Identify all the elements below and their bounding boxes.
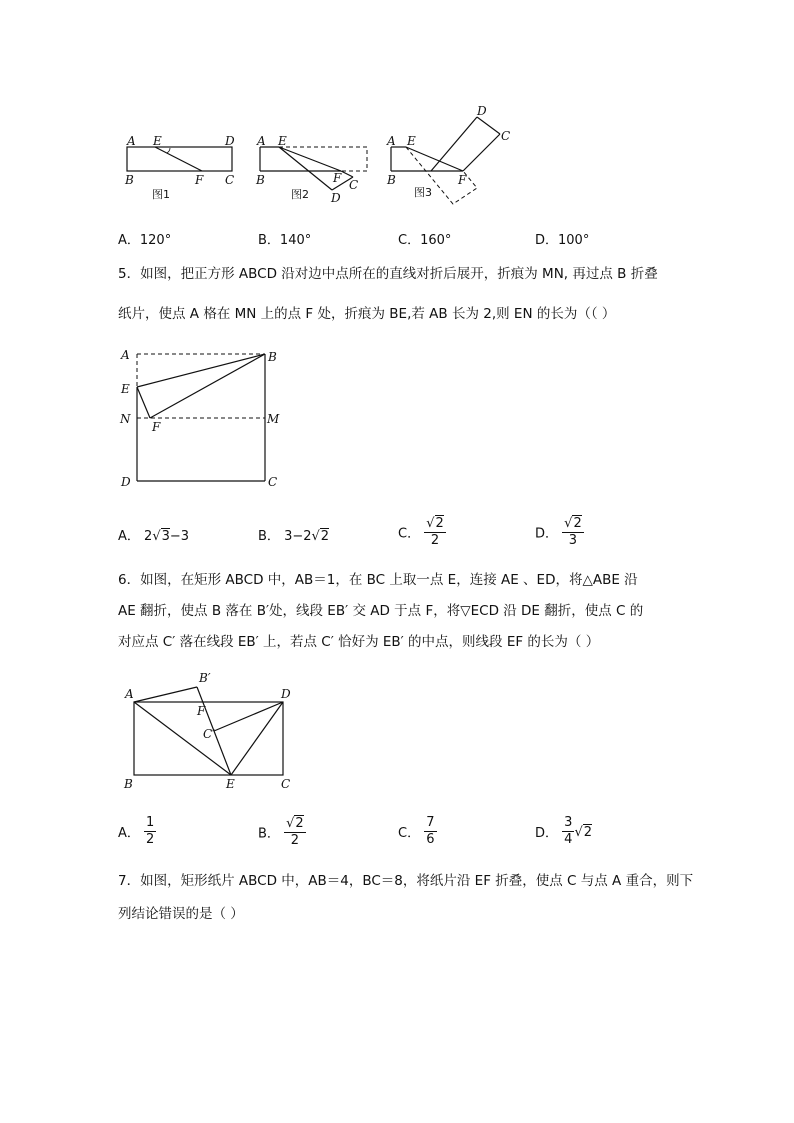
fig3-label-c: C xyxy=(501,129,511,143)
fig3-label-d: D xyxy=(477,105,487,118)
fig2-caption: 图2 xyxy=(291,188,309,201)
q5-text-line2: 纸片，使点 A 格在 MN 上的点 F 处，折痕为 BE,若 AB 长为 2,则 EN 的长为（（ ） xyxy=(118,306,616,322)
fig2-label-b: B xyxy=(256,173,265,187)
q7-text-line1: 7．如图，矩形纸片 ABCD 中，AB＝4，BC＝8，将纸片沿 EF 折叠，使点 C 与点 A 重合，则下 xyxy=(118,873,694,889)
q6-option-d-fraction: $\frac{3}{4}$ xyxy=(564,815,573,847)
q6-fig-label-d: D xyxy=(281,687,291,701)
q5-text-line1: 5．如图，把正方形 ABCD 沿对边中点所在的直线对折后展开，折痕为 MN, 再过点 B 折叠 xyxy=(118,266,658,282)
q5-option-d[interactable]: D． $\frac{√2}{3}$ xyxy=(535,516,582,548)
q6-option-c-fraction: $\frac{7}{6}$ xyxy=(426,815,435,847)
fold-figures-q4 xyxy=(115,105,535,210)
fig2-label-f: F xyxy=(333,171,342,185)
figure-3 xyxy=(386,105,510,204)
q6-fig-label-a: A xyxy=(125,687,134,701)
fig3-label-b: B xyxy=(387,173,396,187)
q4-option-d[interactable]: D．100° xyxy=(535,233,590,248)
fig3-label-a: A xyxy=(387,134,396,148)
fig2-label-c: C xyxy=(349,178,359,192)
fig1-label-b: B xyxy=(125,173,134,187)
q6-option-b[interactable]: B． $\frac{√2}{2}$ xyxy=(258,816,304,848)
q6-text-line2: AE 翻折，使点 B 落在 B′处，线段 EB′ 交 AD 于点 F，将▽ECD 沿 DE 翻折，使点 C 的 xyxy=(118,603,644,619)
figure-2 xyxy=(255,134,367,205)
q6-options xyxy=(118,815,678,855)
q5-fig-label-c: C xyxy=(268,475,278,489)
fig3-label-f: F xyxy=(458,173,467,187)
q6-option-b-fraction: $\frac{√2}{2}$ xyxy=(286,816,304,848)
q6-text-line3: 对应点 C′ 落在线段 EB′ 上，若点 C′ 恰好为 EB′ 的中点，则线段 EF 的长为（ ） xyxy=(118,634,600,650)
q5-fig-label-e: E xyxy=(121,382,130,396)
q5-option-c-fraction: $\frac{√2}{2}$ xyxy=(426,516,444,548)
q4-option-a[interactable]: A．120° xyxy=(118,233,172,248)
q5-fig-label-f: F xyxy=(152,420,161,434)
figure-1 xyxy=(124,134,235,201)
q4-option-b[interactable]: B．140° xyxy=(258,233,312,248)
q5-option-c[interactable]: C． $\frac{√2}{2}$ xyxy=(398,516,444,548)
fig1-label-c: C xyxy=(225,173,235,187)
q5-fig-label-a: A xyxy=(121,348,130,362)
q6-option-a[interactable]: A． $\frac{1}{2}$ xyxy=(118,815,155,847)
fig3-label-e: E xyxy=(407,134,416,148)
q6-fig-label-b: B xyxy=(124,777,133,791)
q6-fig-label-b-prime: B′ xyxy=(199,671,211,685)
fig1-label-d: D xyxy=(225,134,235,148)
q5-fig-label-m: M xyxy=(267,412,280,426)
fig2-label-e: E xyxy=(278,134,287,148)
q5-figure xyxy=(115,340,295,495)
fig2-label-d: D xyxy=(331,191,341,205)
q5-fig-label-b: B xyxy=(268,350,277,364)
q6-fig-label-c-prime: C′ xyxy=(203,727,215,741)
q6-option-d[interactable]: D． $\frac{3}{4}$ √2 xyxy=(535,815,593,847)
q5-option-b[interactable]: B． 3−2√2 xyxy=(258,529,330,544)
q6-option-a-fraction: $\frac{1}{2}$ xyxy=(146,815,155,847)
fig2-label-a: A xyxy=(257,134,266,148)
q5-fig-label-n: N xyxy=(120,412,131,426)
q5-option-a[interactable]: A． 2√3−3 xyxy=(118,529,190,544)
q6-fig-label-f: F xyxy=(197,704,206,718)
q5-options xyxy=(118,515,678,555)
q6-option-c[interactable]: C． $\frac{7}{6}$ xyxy=(398,815,435,847)
q6-fig-label-e: E xyxy=(226,777,235,791)
fig1-label-f: F xyxy=(195,173,204,187)
fig1-caption: 图1 xyxy=(152,188,170,201)
q7-text-line2: 列结论错误的是（ ） xyxy=(118,906,244,922)
fig1-label-a: A xyxy=(127,134,136,148)
q6-figure xyxy=(115,665,305,795)
q6-fig-label-c: C xyxy=(281,777,291,791)
fig1-label-e: E xyxy=(153,134,162,148)
q6-text-line1: 6．如图，在矩形 ABCD 中，AB＝1，在 BC 上取一点 E，连接 AE 、ED，将△ABE 沿 xyxy=(118,572,638,588)
fig3-caption: 图3 xyxy=(414,186,432,199)
q4-option-c[interactable]: C．160° xyxy=(398,233,452,248)
q5-fig-label-d: D xyxy=(121,475,131,489)
q5-option-d-fraction: $\frac{√2}{3}$ xyxy=(564,516,582,548)
